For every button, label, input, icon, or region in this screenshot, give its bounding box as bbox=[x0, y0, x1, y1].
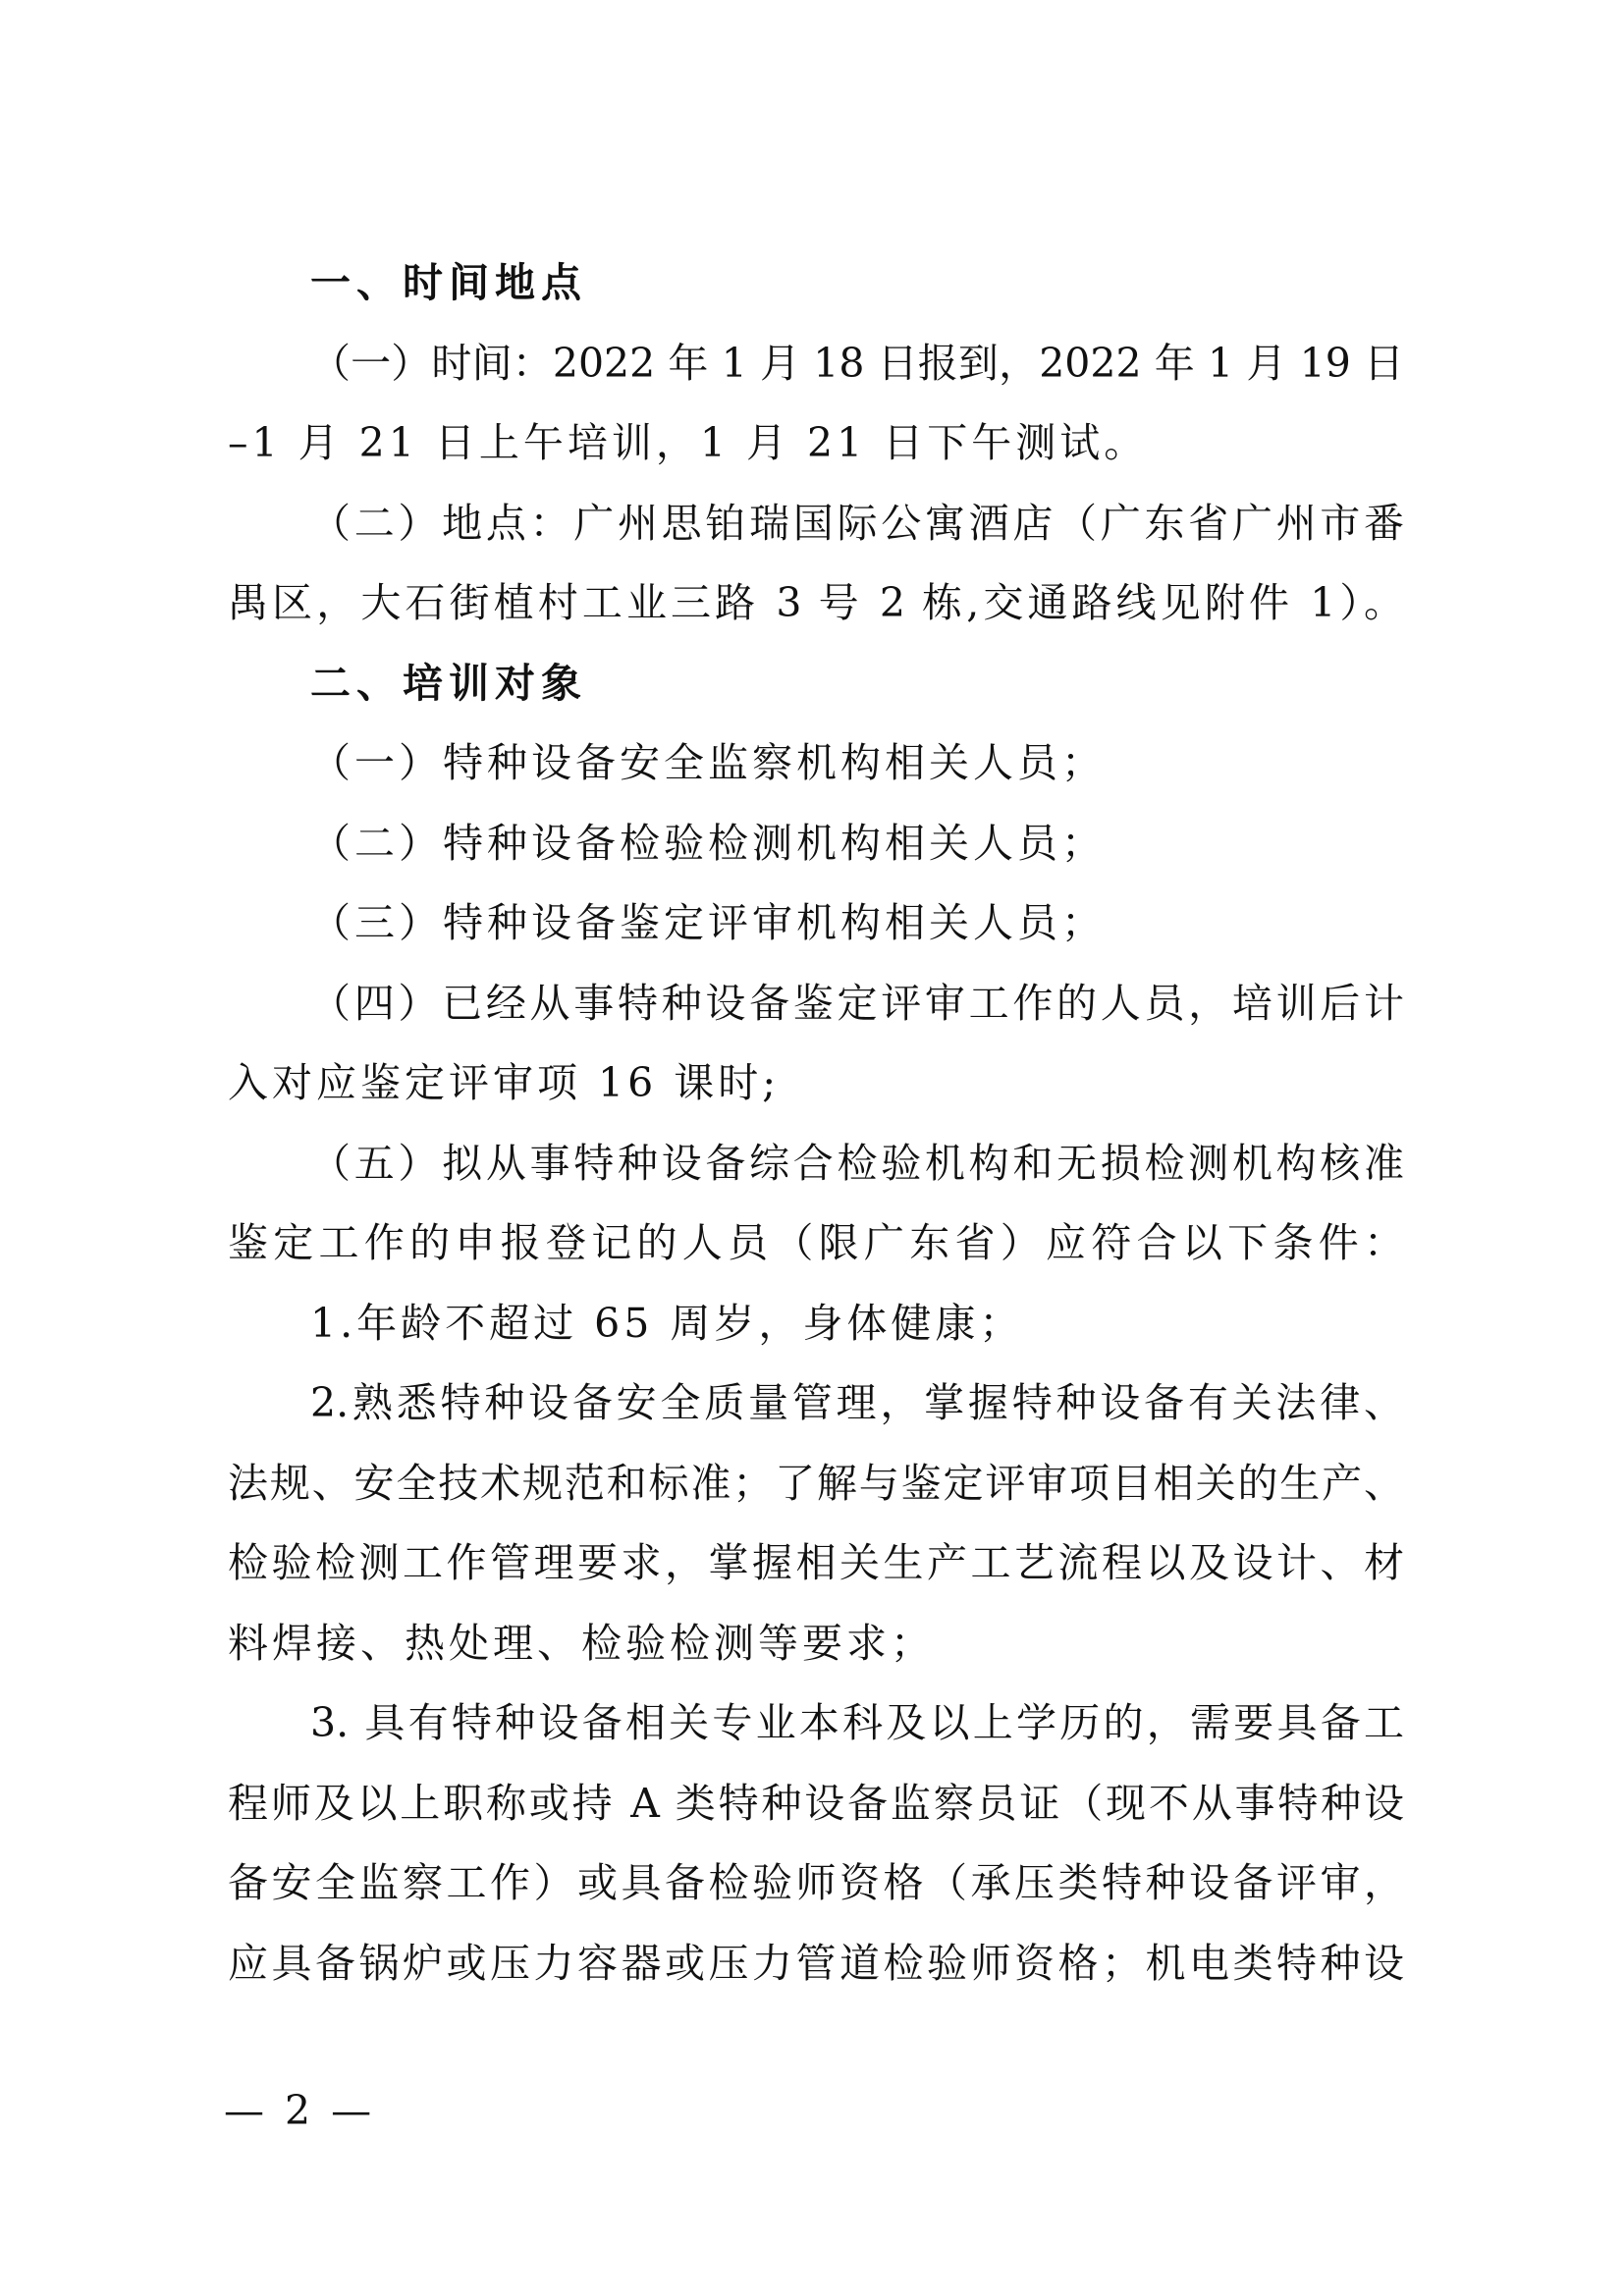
paragraph-line: 法规、安全技术规范和标准；了解与鉴定评审项目相关的生产、 bbox=[228, 1460, 1404, 1507]
paragraph-line: （一）时间：2022 年 1 月 18 日报到，2022 年 1 月 19 日 bbox=[310, 340, 1404, 387]
paragraph-line: 料焊接、热处理、检验检测等要求； bbox=[228, 1620, 935, 1667]
paragraph-line: 鉴定工作的申报登记的人员（限广东省）应符合以下条件： bbox=[228, 1219, 1404, 1266]
paragraph-line: 入对应鉴定评审项 16 课时; bbox=[228, 1059, 781, 1106]
paragraph-line: （三）特种设备鉴定评审机构相关人员； bbox=[310, 899, 1106, 946]
paragraph-line: 应具备锅炉或压力容器或压力管道检验师资格；机电类特种设 bbox=[228, 1940, 1404, 1987]
paragraph-line: –1 月 21 日上午培训，1 月 21 日下午测试。 bbox=[228, 419, 1149, 466]
list-item: 3. 具有特种设备相关专业本科及以上学历的，需要具备工 bbox=[310, 1699, 1404, 1746]
paragraph-line: 备安全监察工作）或具备检验师资格（承压类特种设备评审， bbox=[228, 1859, 1404, 1906]
section-heading-time-location: 一、时间地点 bbox=[310, 259, 587, 306]
list-item: 1.年龄不超过 65 周岁，身体健康； bbox=[310, 1300, 1024, 1347]
paragraph-line: 禺区，大石街植村工业三路 3 号 2 栋,交通路线见附件 1）。 bbox=[228, 579, 1404, 626]
paragraph-line: 检验检测工作管理要求，掌握相关生产工艺流程以及设计、材 bbox=[228, 1539, 1404, 1586]
paragraph-line: （四）已经从事特种设备鉴定评审工作的人员，培训后计 bbox=[310, 980, 1404, 1027]
paragraph-line: （二）地点：广州思铂瑞国际公寓酒店（广东省广州市番 bbox=[310, 500, 1404, 547]
paragraph-line: （一）特种设备安全监察机构相关人员； bbox=[310, 739, 1106, 786]
section-heading-training-target: 二、培训对象 bbox=[310, 660, 587, 707]
list-item: 2.熟悉特种设备安全质量管理，掌握特种设备有关法律、 bbox=[310, 1379, 1404, 1426]
paragraph-line: 程师及以上职称或持 A 类特种设备监察员证（现不从事特种设 bbox=[228, 1780, 1404, 1827]
paragraph-line: （五）拟从事特种设备综合检验机构和无损检测机构核准 bbox=[310, 1140, 1404, 1187]
paragraph-line: （二）特种设备检验检测机构相关人员； bbox=[310, 820, 1106, 867]
page-number: — 2 — bbox=[224, 2087, 376, 2134]
